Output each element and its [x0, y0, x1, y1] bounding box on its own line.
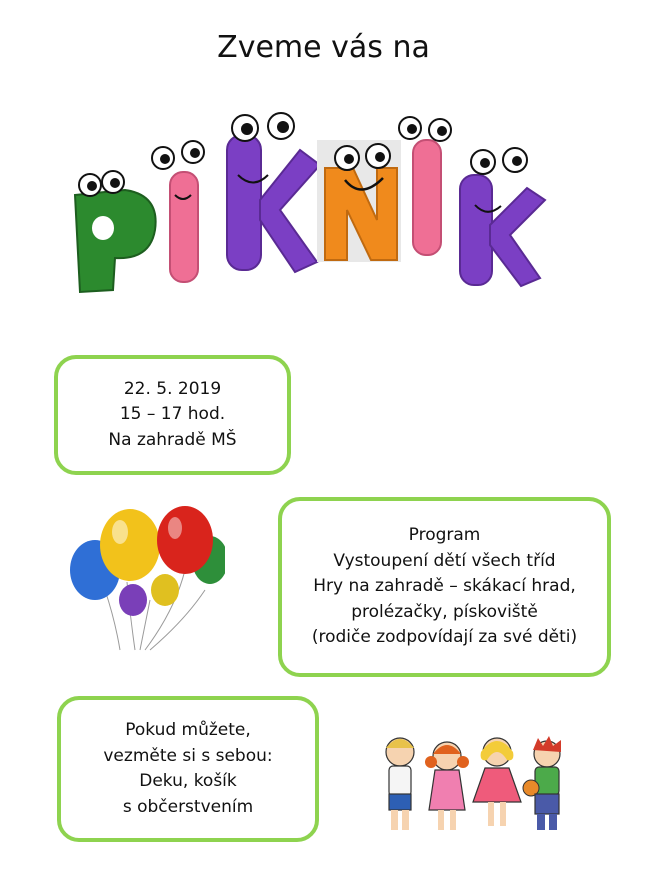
program-line: Vystoupení dětí všech tříd [333, 550, 556, 571]
piknik-title-art [55, 100, 585, 305]
bring-line: Pokud můžete, [125, 720, 251, 740]
letter-i-1 [152, 141, 204, 282]
event-date: 22. 5. 2019 [123, 378, 222, 399]
event-info-box [54, 355, 291, 475]
program-heading: Program [408, 525, 481, 546]
child-girl-redhead [425, 742, 469, 830]
letter-p [75, 171, 156, 292]
bring-along-box [57, 696, 319, 842]
bring-line: vezměte si s sebou: [103, 745, 273, 766]
bring-line: Deku, košík [139, 771, 237, 791]
program-line: prolézačky, pískoviště [351, 601, 538, 622]
invite-heading: Zveme vás na [217, 30, 430, 65]
letter-k-2 [460, 148, 545, 286]
event-time: 15 – 17 hod. [119, 404, 226, 425]
bring-line: s občerstvením [122, 796, 254, 817]
child-boy-blond [386, 738, 414, 830]
child-boy-ball [523, 736, 561, 830]
letter-k-1 [227, 113, 320, 272]
child-girl-blonde [473, 738, 521, 826]
event-place: Na zahradě MŠ [108, 429, 237, 450]
balloons-illustration [65, 500, 225, 660]
program-line: Hry na zahradě – skákací hrad, [313, 576, 576, 597]
letter-n [317, 140, 401, 262]
letter-i-2 [399, 117, 451, 255]
program-line: (rodiče zodpovídají za své děti) [311, 627, 578, 648]
children-illustration [375, 730, 575, 840]
program-box [278, 497, 611, 677]
